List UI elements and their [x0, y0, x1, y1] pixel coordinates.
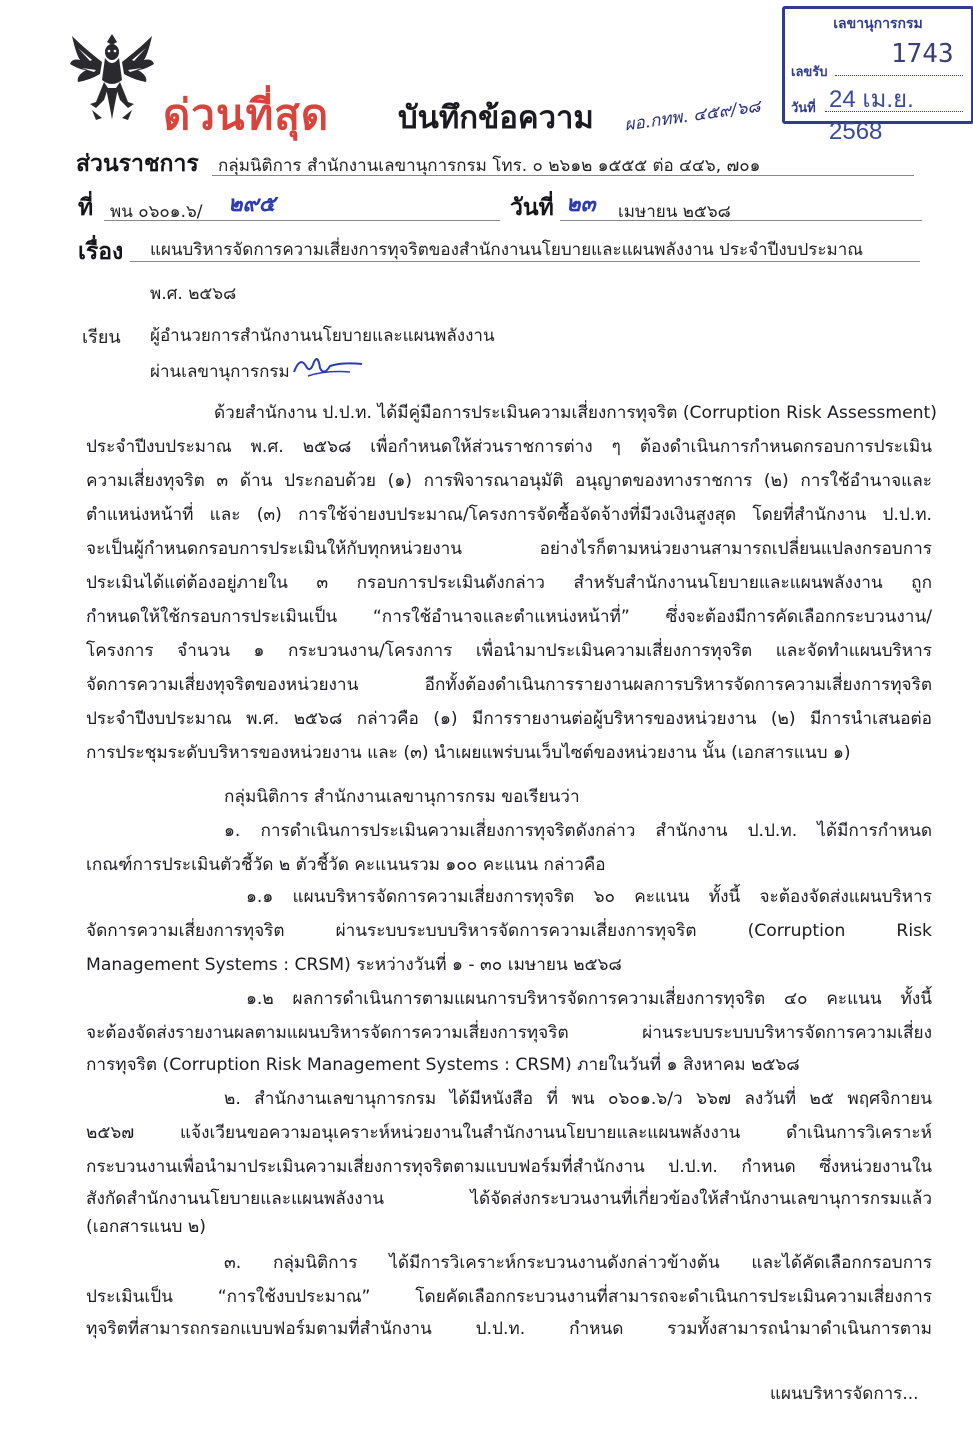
garuda-emblem-icon: [66, 28, 158, 124]
item1-line: เกณฑ์การประเมินตัวชี้วัด ๒ ตัวชี้วัด คะแนนรวม ๑๐๐ คะแนน กล่าวคือ: [86, 855, 606, 875]
memo-title: บันทึกข้อความ: [398, 100, 594, 136]
item2-line: กระบวนงานเพื่อนำมาประเมินความเสี่ยงการทุจริตตามแบบฟอร์มที่สำนักงาน ป.ป.ท. กำหนด ซึ่งหน่วยงานใน: [86, 1157, 932, 1177]
subject-underline: [130, 261, 920, 262]
subject-label: เรื่อง: [78, 239, 124, 265]
body-line: ประเมินได้แต่ต้องอยู่ภายใน ๓ กรอบการประเมินดังกล่าว สำหรับสำนักงานนโยบายและแผนพลังงาน ถูก: [86, 573, 932, 593]
item1-2-line: จะต้องจัดส่งรายงานผลตามแผนบริหารจัดการความเสี่ยงการทุจริต ผ่านระบบระบบบริหารจัดการความเสี่ยง: [86, 1023, 932, 1043]
body-line: จะเป็นผู้กำหนดกรอบการประเมินให้กับทุกหน่วยงาน อย่างไรก็ตามหน่วยงานสามารถเปลี่ยนแปลงกรอบการ: [86, 539, 932, 559]
date-underline: [560, 220, 922, 221]
stamp-date-value: 24 เม.ย. 2568: [829, 86, 914, 145]
stamp-title: เลขานุการกรม: [833, 16, 923, 32]
subject-line-2: พ.ศ. ๒๕๖๘: [150, 284, 237, 304]
body-line: จัดการความเสี่ยงทุจริตของหน่วยงาน อีกทั้งต้องดำเนินการรายงานผลการบริหารจัดการความเสี่ยงการทุจริต: [86, 675, 932, 695]
date-day-handwritten: ๒๓: [566, 191, 596, 217]
item2-line: ๒๕๖๗ แจ้งเวียนขอความอนุเคราะห์หน่วยงานในสำนักงานนโยบายและแผนพลังงาน ดำเนินการวิเคราะห์: [86, 1123, 932, 1143]
item3-line: ประเมินเป็น “การใช้งบประมาณ” โดยคัดเลือกกระบวนงานที่สามารถจะดำเนินการประเมินความเสี่ยงการ: [86, 1287, 932, 1307]
stamp-number-value: 1743: [891, 39, 954, 69]
stamp-number-line: [835, 75, 963, 76]
margin-note: ผอ.กทพ. ๔๕๙/๖๘: [623, 96, 762, 136]
item1-1-line: จัดการความเสี่ยงการทุจริต ผ่านระบบระบบบริหารจัดการความเสี่ยงการทุจริต (Corruption Risk: [86, 921, 932, 941]
approval-signature: [290, 352, 366, 380]
item2-line: (เอกสารแนบ ๒): [86, 1217, 206, 1237]
to-line-1: ผู้อำนวยการสำนักงานนโยบายและแผนพลังงาน: [150, 326, 495, 346]
item1-2-line: ๑.๒ ผลการดำเนินการตามแผนการบริหารจัดการความเสี่ยงการทุจริต ๔๐ คะแนน ทั้งนี้: [246, 989, 932, 1009]
date-label: วันที่: [510, 195, 554, 221]
to-line-2: ผ่านเลขานุการกรม: [150, 362, 290, 382]
subject-line-1: แผนบริหารจัดการความเสี่ยงการทุจริตของสำนักงานนโยบายและแผนพลังงาน ประจำปีงบประมาณ: [150, 240, 864, 260]
item2-line: ๒. สำนักงานเลขานุการกรม ได้มีหนังสือ ที่ พน ๐๖๐๑.๖/ว ๖๖๗ ลงวันที่ ๒๕ พฤศจิกายน: [224, 1089, 932, 1109]
body-line: โครงการ จำนวน ๑ กระบวนงาน/โครงการ เพื่อนำมาประเมินความเสี่ยงการทุจริต และจัดทำแผนบริหาร: [86, 641, 932, 661]
ref-number-handwritten: ๒๙๕: [228, 191, 276, 217]
ref-prefix: พน ๐๖๐๑.๖/: [110, 202, 203, 222]
ref-underline: [104, 220, 500, 221]
item3-line: ๓. กลุ่มนิติการ ได้มีการวิเคราะห์กระบวนงานดังกล่าวข้างต้น และได้คัดเลือกกรอบการ: [224, 1253, 932, 1273]
intro-line: กลุ่มนิติการ สำนักงานเลขานุการกรม ขอเรียนว่า: [224, 787, 580, 807]
body-line: การประชุมระดับบริหารของหน่วยงาน และ (๓) นำเผยแพร่บนเว็บไซต์ของหน่วยงาน นั้น (เอกสารแนบ ๑): [86, 743, 851, 763]
item1-1-line: ๑.๑ แผนบริหารจัดการความเสี่ยงการทุจริต ๖๐ คะแนน ทั้งนี้ จะต้องจัดส่งแผนบริหาร: [246, 887, 932, 907]
item3-line: ทุจริตที่สามารถกรอกแบบฟอร์มตามที่สำนักงาน ป.ป.ท. กำหนด รวมทั้งสามารถนำมาดำเนินการตาม: [86, 1319, 932, 1339]
urgency-label: ด่วนที่สุด: [163, 90, 330, 139]
agency-underline: [212, 175, 914, 176]
continuation-note: แผนบริหารจัดการ...: [770, 1384, 919, 1404]
item1-2-line: การทุจริต (Corruption Risk Management Systems : CRSM) ภายในวันที่ ๑ สิงหาคม ๒๕๖๘: [86, 1055, 800, 1075]
body-line: ความเสี่ยงทุจริต ๓ ด้าน ประกอบด้วย (๑) การพิจารณาอนุมัติ อนุญาตของทางราชการ (๒) การใช้อำนาจและ: [86, 471, 932, 491]
date-rest: เมษายน ๒๕๖๘: [618, 202, 731, 222]
stamp-date-label: วันที่: [791, 101, 816, 116]
body-line: กำหนดให้ใช้กรอบการประเมินเป็น “การใช้อำนาจและตำแหน่งหน้าที่” ซึ่งจะต้องมีการคัดเลือกกระบวนงาน/: [86, 607, 932, 627]
stamp-number-label: เลขรับ: [791, 65, 828, 80]
to-label: เรียน: [82, 327, 121, 348]
agency-label: ส่วนราชการ: [76, 151, 199, 177]
item2-line: สังกัดสำนักงานนโยบายและแผนพลังงาน ได้จัดส่งกระบวนงานที่เกี่ยวข้องให้สำนักงานเลขานุการกรมแล้ว: [86, 1189, 932, 1209]
body-line: ประจำปีงบประมาณ พ.ศ. ๒๕๖๘ กล่าวคือ (๑) มีการรายงานต่อผู้บริหารของหน่วยงาน (๒) มีการนำเสนอต่อ: [86, 709, 932, 729]
item1-1-line: Management Systems : CRSM) ระหว่างวันที่ ๑ - ๓๐ เมษายน ๒๕๖๘: [86, 955, 622, 975]
body-line: ตำแหน่งหน้าที่ และ (๓) การใช้จ่ายงบประมาณ/โครงการจัดซื้อจัดจ้างที่มีวงเงินสูงสุด โดยที่สำนักงาน ป.ป.ท.: [86, 505, 932, 525]
body-line: ประจำปีงบประมาณ พ.ศ. ๒๕๖๘ เพื่อกำหนดให้ส่วนราชการต่าง ๆ ต้องดำเนินการกำหนดกรอบการประเมิน: [86, 437, 932, 457]
body-line: ด้วยสำนักงาน ป.ป.ท. ได้มีคู่มือการประเมินความเสี่ยงการทุจริต (Corruption Risk Assessment): [214, 403, 937, 423]
received-stamp: [782, 6, 973, 145]
agency-value: กลุ่มนิติการ สำนักงานเลขานุการกรม โทร. ๐ ๒๖๑๒ ๑๕๕๕ ต่อ ๔๔๖, ๗๐๑: [218, 156, 761, 176]
ref-label: ที่: [78, 195, 94, 221]
item1-line: ๑. การดำเนินการประเมินความเสี่ยงการทุจริตดังกล่าว สำนักงาน ป.ป.ท. ได้มีการกำหนด: [224, 821, 932, 841]
